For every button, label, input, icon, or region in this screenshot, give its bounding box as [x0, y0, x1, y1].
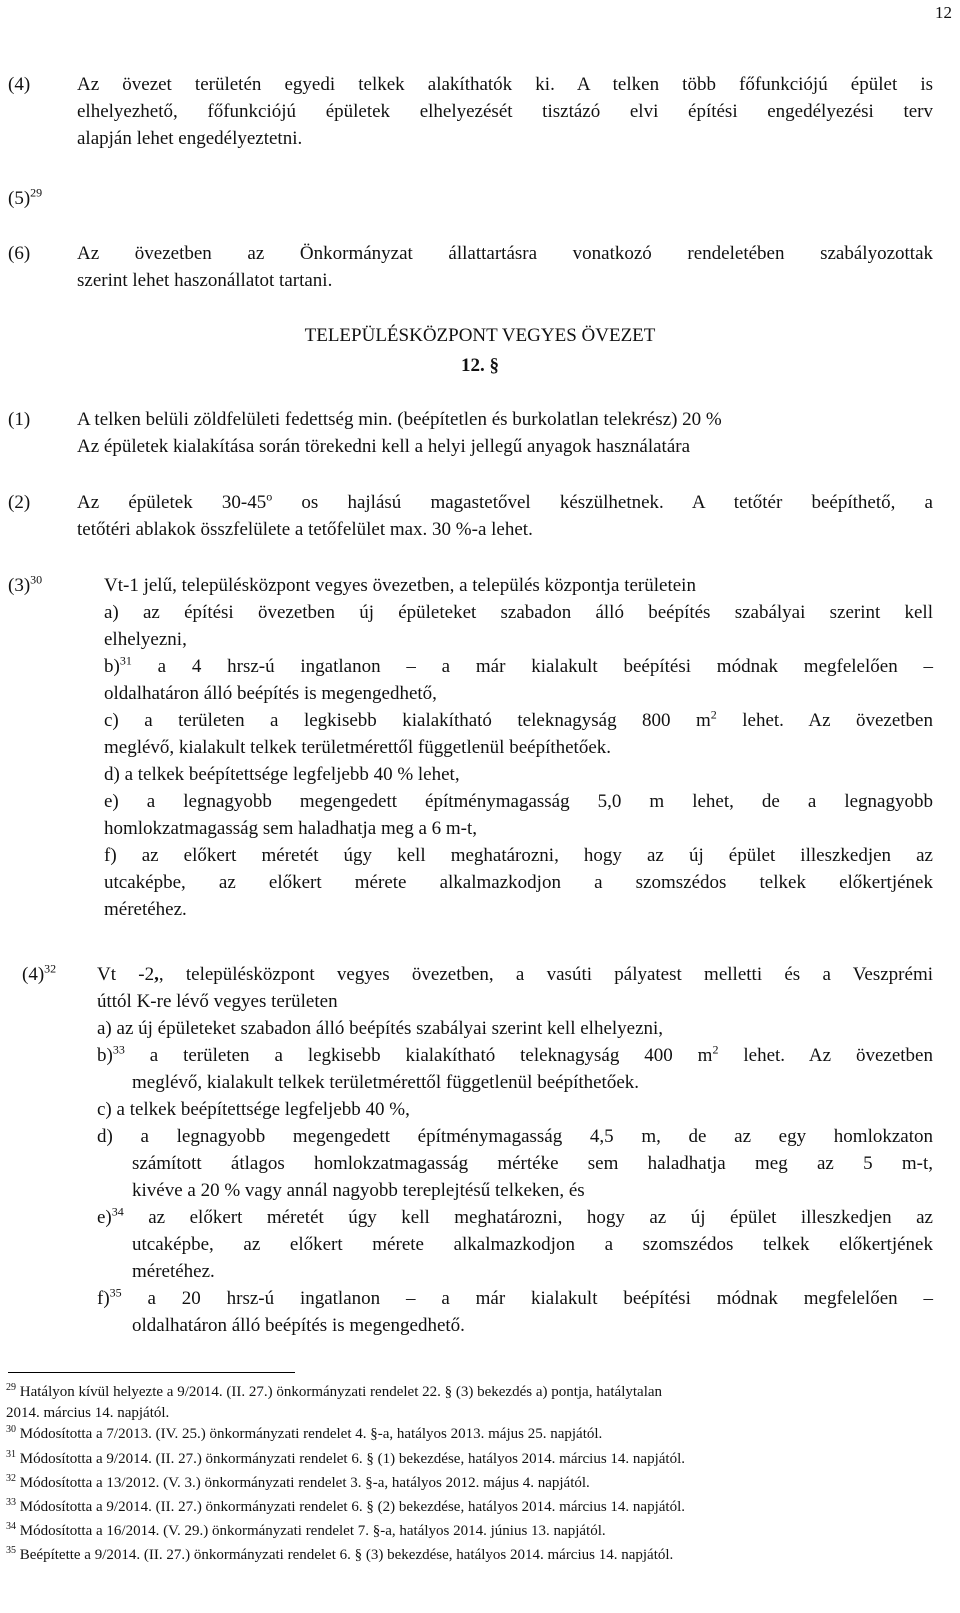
section-3-line-f-cont: utcaképbe, az előkert mérete alkalmazkodjon a szomszédos telkek előkertjének [104, 872, 933, 893]
paragraph-4-line-1: Az övezet területén egyedi telkek alakíthatók ki. A telken több főfunkciójú épület is [77, 74, 933, 95]
paragraph-5-number: $(5)^{29}$ [8, 185, 43, 209]
section-1-line-2: Az épületek kialakítása során törekedni kell a helyi jellegű anyagok használatára [77, 436, 691, 457]
paragraph-4-line-3: alapján lehet engedélyeztetni. [77, 128, 303, 149]
paragraph-6-line-1: Az övezetben az Önkormányzat állattartásra vonatkozó rendeletében szabályozottak [77, 243, 933, 264]
section-4-line-b-cont: meglévő, kialakult telkek területmérettől függetlenül beépíthetőek. [132, 1072, 640, 1093]
section-3-line-c: c) a területen a legkisebb kialakítható teleknagyság 800 $m^2$ lehet. Az övezetben [104, 707, 933, 731]
section-1-number: (1) [8, 409, 31, 430]
footnote-30: $^{30}$ Módosította a 7/2013. (IV. 25.) önkormányzati rendelet 4. §-a, hatályos 2013. május 25. napjától. [6, 1424, 603, 1442]
section-3-line-e-cont: homlokzatmagasság sem haladhatja meg a 6 m-t, [104, 818, 478, 839]
section-4-line-e-end: méretéhez. [132, 1261, 215, 1282]
section-3-line-a-cont: elhelyezni, [104, 629, 187, 650]
paragraph-6-line-2: szerint lehet haszonállatot tartani. [77, 270, 333, 291]
paragraph-4-text [77, 71, 933, 152]
section-3-line-b: b)$^{31}$ a 4 hrsz-ú ingatlanon – a már kialakult beépítési módnak megfelelően – [104, 653, 933, 677]
paragraph-4-number: (4) [8, 74, 31, 95]
section-3-line-1: Vt-1 jelű, településközpont vegyes övezetben, a település központja területein [104, 575, 696, 596]
paragraph-6-number: (6) [8, 243, 31, 264]
section-4-line-f-cont: oldalhatáron álló beépítés is megengedhető. [132, 1315, 465, 1336]
footnote-ref-33: 33 [112, 1042, 125, 1057]
footnote-ref-30: 30 [30, 572, 43, 587]
section-3-line-f-end: méretéhez. [104, 899, 187, 920]
section-2-text [77, 489, 933, 543]
page-number: 12 [935, 3, 952, 22]
section-1-line-1: A telken belüli zöldfelületi fedettség min. (beépítetlen és burkolatlan telekrész) 20 % [77, 409, 722, 430]
footnote-ref-34: 34 [111, 1204, 124, 1219]
section-1-text [77, 406, 933, 460]
section-number: 12. § [461, 355, 499, 376]
footnote-31: $^{31}$ Módosította a 9/2014. (II. 27.) önkormányzati rendelet 6. § (1) bekezdése, hatályos 2014. március 14. napjától. [6, 1449, 685, 1467]
section-4-line-f: f)$^{35}$ a 20 hrsz-ú ingatlanon – a már kialakult beépítési módnak megfelelően – [97, 1285, 933, 1309]
section-4-line-d-cont: számított átlagos homlokzatmagasság mértéke sem haladhatja meg az 5 m-t, [132, 1153, 933, 1174]
section-3-line-f: f) az előkert méretét úgy kell meghatározni, hogy az új épület illeszkedjen az [104, 845, 933, 866]
section-4-line-d-end: kivéve a 20 % vagy annál nagyobb tereplejtésű telkeken, és [132, 1180, 585, 1201]
section-3-number: $(3)^{30}$ [8, 572, 43, 596]
section-2-line-1: Az épületek 30-45$^o$ os hajlású magastetővel készülhetnek. A tetőtér beépíthető, a [77, 489, 933, 513]
footnote-29-cont: 2014. március 14. napjától. [6, 1405, 170, 1421]
section-3-line-a: a) az építési övezetben új épületeket szabadon álló beépítés szabályai szerint kell [104, 602, 933, 623]
section-2-number: (2) [8, 492, 31, 513]
section-3-text [104, 572, 933, 923]
footnote-ref-32: 32 [44, 961, 57, 976]
section-title: TELEPÜLÉSKÖZPONT VEGYES ÖVEZET [304, 325, 656, 346]
section-4-line-e: e)$^{34}$ az előkert méretét úgy kell meghatározni, hogy az új épület illeszkedjen az [97, 1204, 933, 1228]
section-3-line-e: e) a legnagyobb megengedett építménymagasság 5,0 m lehet, de a legnagyobb [104, 791, 933, 812]
section-2-line-2: tetőtéri ablakok összfelülete a tetőfelület max. 30 %-a lehet. [77, 519, 533, 540]
section-3-line-b-cont: oldalhatáron álló beépítés is megengedhető, [104, 683, 437, 704]
section-4-line-d: d) a legnagyobb megengedett építménymagasság 4,5 m, de az egy homlokzaton [97, 1126, 933, 1147]
paragraph-4-line-2: elhelyezhető, főfunkciójú épületek elhelyezését tisztázó elvi építési engedélyezési terv [77, 101, 933, 122]
footnote-ref-31: 31 [119, 653, 132, 668]
footnote-ref-29: 29 [30, 185, 43, 200]
section-3-line-d: d) a telkek beépítettsége legfeljebb 40 % lehet, [104, 764, 460, 785]
section-4-line-a: a) az új épületeket szabadon álló beépítés szabályai szerint kell elhelyezni, [97, 1018, 664, 1039]
footnote-separator [8, 1372, 295, 1373]
footnote-34: $^{34}$ Módosította a 16/2014. (V. 29.) önkormányzati rendelet 7. §-a, hatályos 2014. június 13. napjától. [6, 1521, 606, 1539]
paragraph-6-text [77, 240, 933, 294]
section-4-line-c: c) a telkek beépítettsége legfeljebb 40 %, [97, 1099, 410, 1120]
footnote-32: $^{32}$ Módosította a 13/2012. (V. 3.) önkormányzati rendelet 3. §-a, hatályos 2012. május 4. napjától. [6, 1473, 590, 1491]
footnote-ref-35: 35 [109, 1285, 122, 1300]
section-4-text [97, 961, 933, 1339]
section-4-line-1: Vt -2,, településközpont vegyes övezetben, a vasúti pályatest melletti és a Veszprémi [97, 964, 933, 985]
section-4-line-b: b)$^{33}$ a területen a legkisebb kialakítható teleknagyság 400 $m^2$ lehet. Az övezetben [97, 1042, 933, 1066]
footnote-33: $^{33}$ Módosította a 9/2014. (II. 27.) önkormányzati rendelet 6. § (2) bekezdése, hatályos 2014. március 14. napjától. [6, 1497, 685, 1515]
section-4-line-e-cont: utcaképbe, az előkert mérete alkalmazkodjon a szomszédos telkek előkertjének [132, 1234, 933, 1255]
footnote-29: $^{29}$ Hatályon kívül helyezte a 9/2014. (II. 27.) önkormányzati rendelet 22. § (3) bekezdés a) pontja, hatálytalan [6, 1382, 663, 1400]
section-4-number: $(4)^{32}$ [22, 961, 57, 985]
section-3-line-c-cont: meglévő, kialakult telkek területmérettől függetlenül beépíthetőek. [104, 737, 612, 758]
section-4-line-2: úttól K-re lévő vegyes területen [97, 991, 338, 1012]
footnote-35: $^{35}$ Beépítette a 9/2014. (II. 27.) önkormányzati rendelet 6. § (3) bekezdése, hatályos 2014. március 14. napjától. [6, 1545, 674, 1563]
